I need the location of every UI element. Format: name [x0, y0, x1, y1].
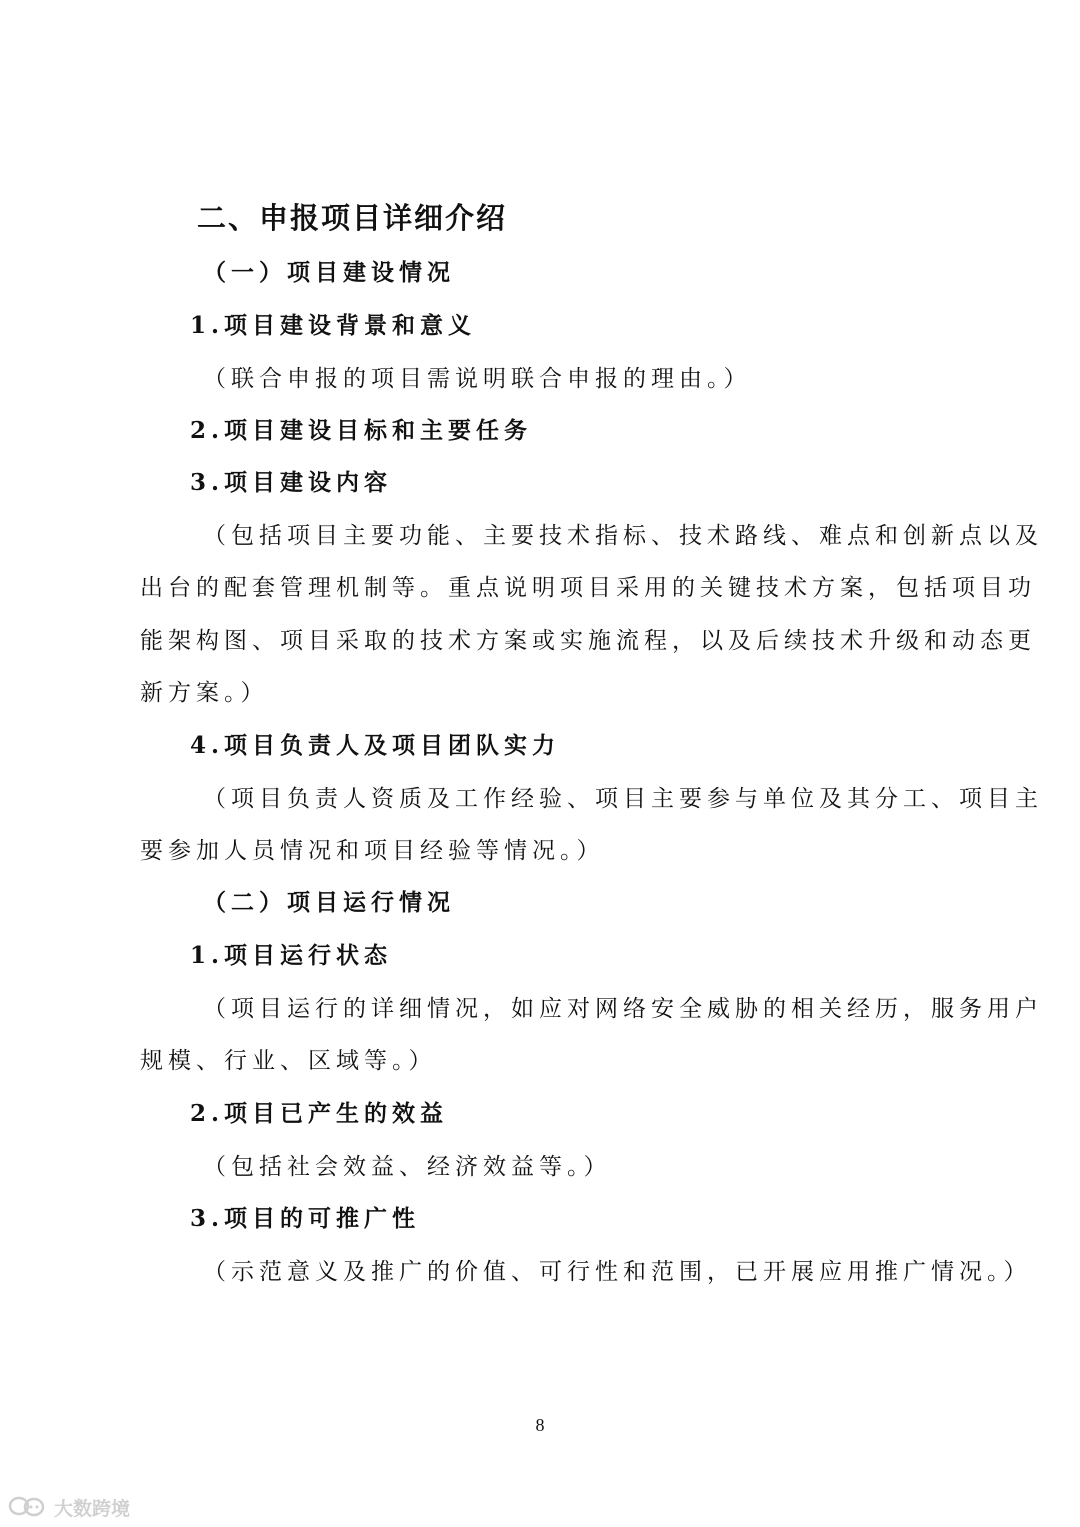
item-note: 新方案。） [140, 680, 269, 706]
item-note: 出台的配套管理机制等。重点说明项目采用的关键技术方案，包括项目功 [140, 575, 1036, 601]
item-note: （项目运行的详细情况，如应对网络安全威胁的相关经历，服务用户 [203, 996, 1043, 1022]
watermark [8, 1494, 130, 1520]
item-note: （示范意义及推广的价值、可行性和范围，已开展应用推广情况。） [203, 1259, 1032, 1285]
item-note: （联合申报的项目需说明联合申报的理由。） [203, 366, 752, 392]
item-note: （包括项目主要功能、主要技术指标、技术路线、难点和创新点以及 [203, 523, 1043, 549]
item-title-1-2: 2.项目建设目标和主要任务 [190, 417, 533, 444]
item-title-1-3: 3.项目建设内容 [190, 469, 393, 496]
item-note: 能架构图、项目采取的技术方案或实施流程，以及后续技术升级和动态更 [140, 628, 1036, 654]
subsection-heading-1: （一）项目建设情况 [203, 259, 455, 286]
item-note: 规模、行业、区域等。） [140, 1048, 437, 1074]
chat-bubble-logo-icon [8, 1496, 48, 1518]
item-title-1-4: 4.项目负责人及项目团队实力 [190, 732, 561, 759]
item-title-2-1: 1.项目运行状态 [190, 942, 393, 969]
item-title-2-3: 3.项目的可推广性 [190, 1205, 421, 1232]
item-title-2-2: 2.项目已产生的效益 [190, 1100, 449, 1127]
page-number: 8 [535, 1415, 545, 1435]
item-title-1-1: 1.项目建设背景和意义 [190, 312, 477, 339]
item-note: 要参加人员情况和项目经验等情况。） [140, 838, 605, 864]
watermark-text: 大数跨境 [54, 1497, 131, 1520]
item-note: （包括社会效益、经济效益等。） [203, 1154, 612, 1180]
subsection-heading-2: （二）项目运行情况 [203, 889, 455, 916]
item-note: （项目负责人资质及工作经验、项目主要参与单位及其分工、项目主 [203, 786, 1043, 812]
section-title: 二、申报项目详细介绍 [197, 201, 508, 235]
